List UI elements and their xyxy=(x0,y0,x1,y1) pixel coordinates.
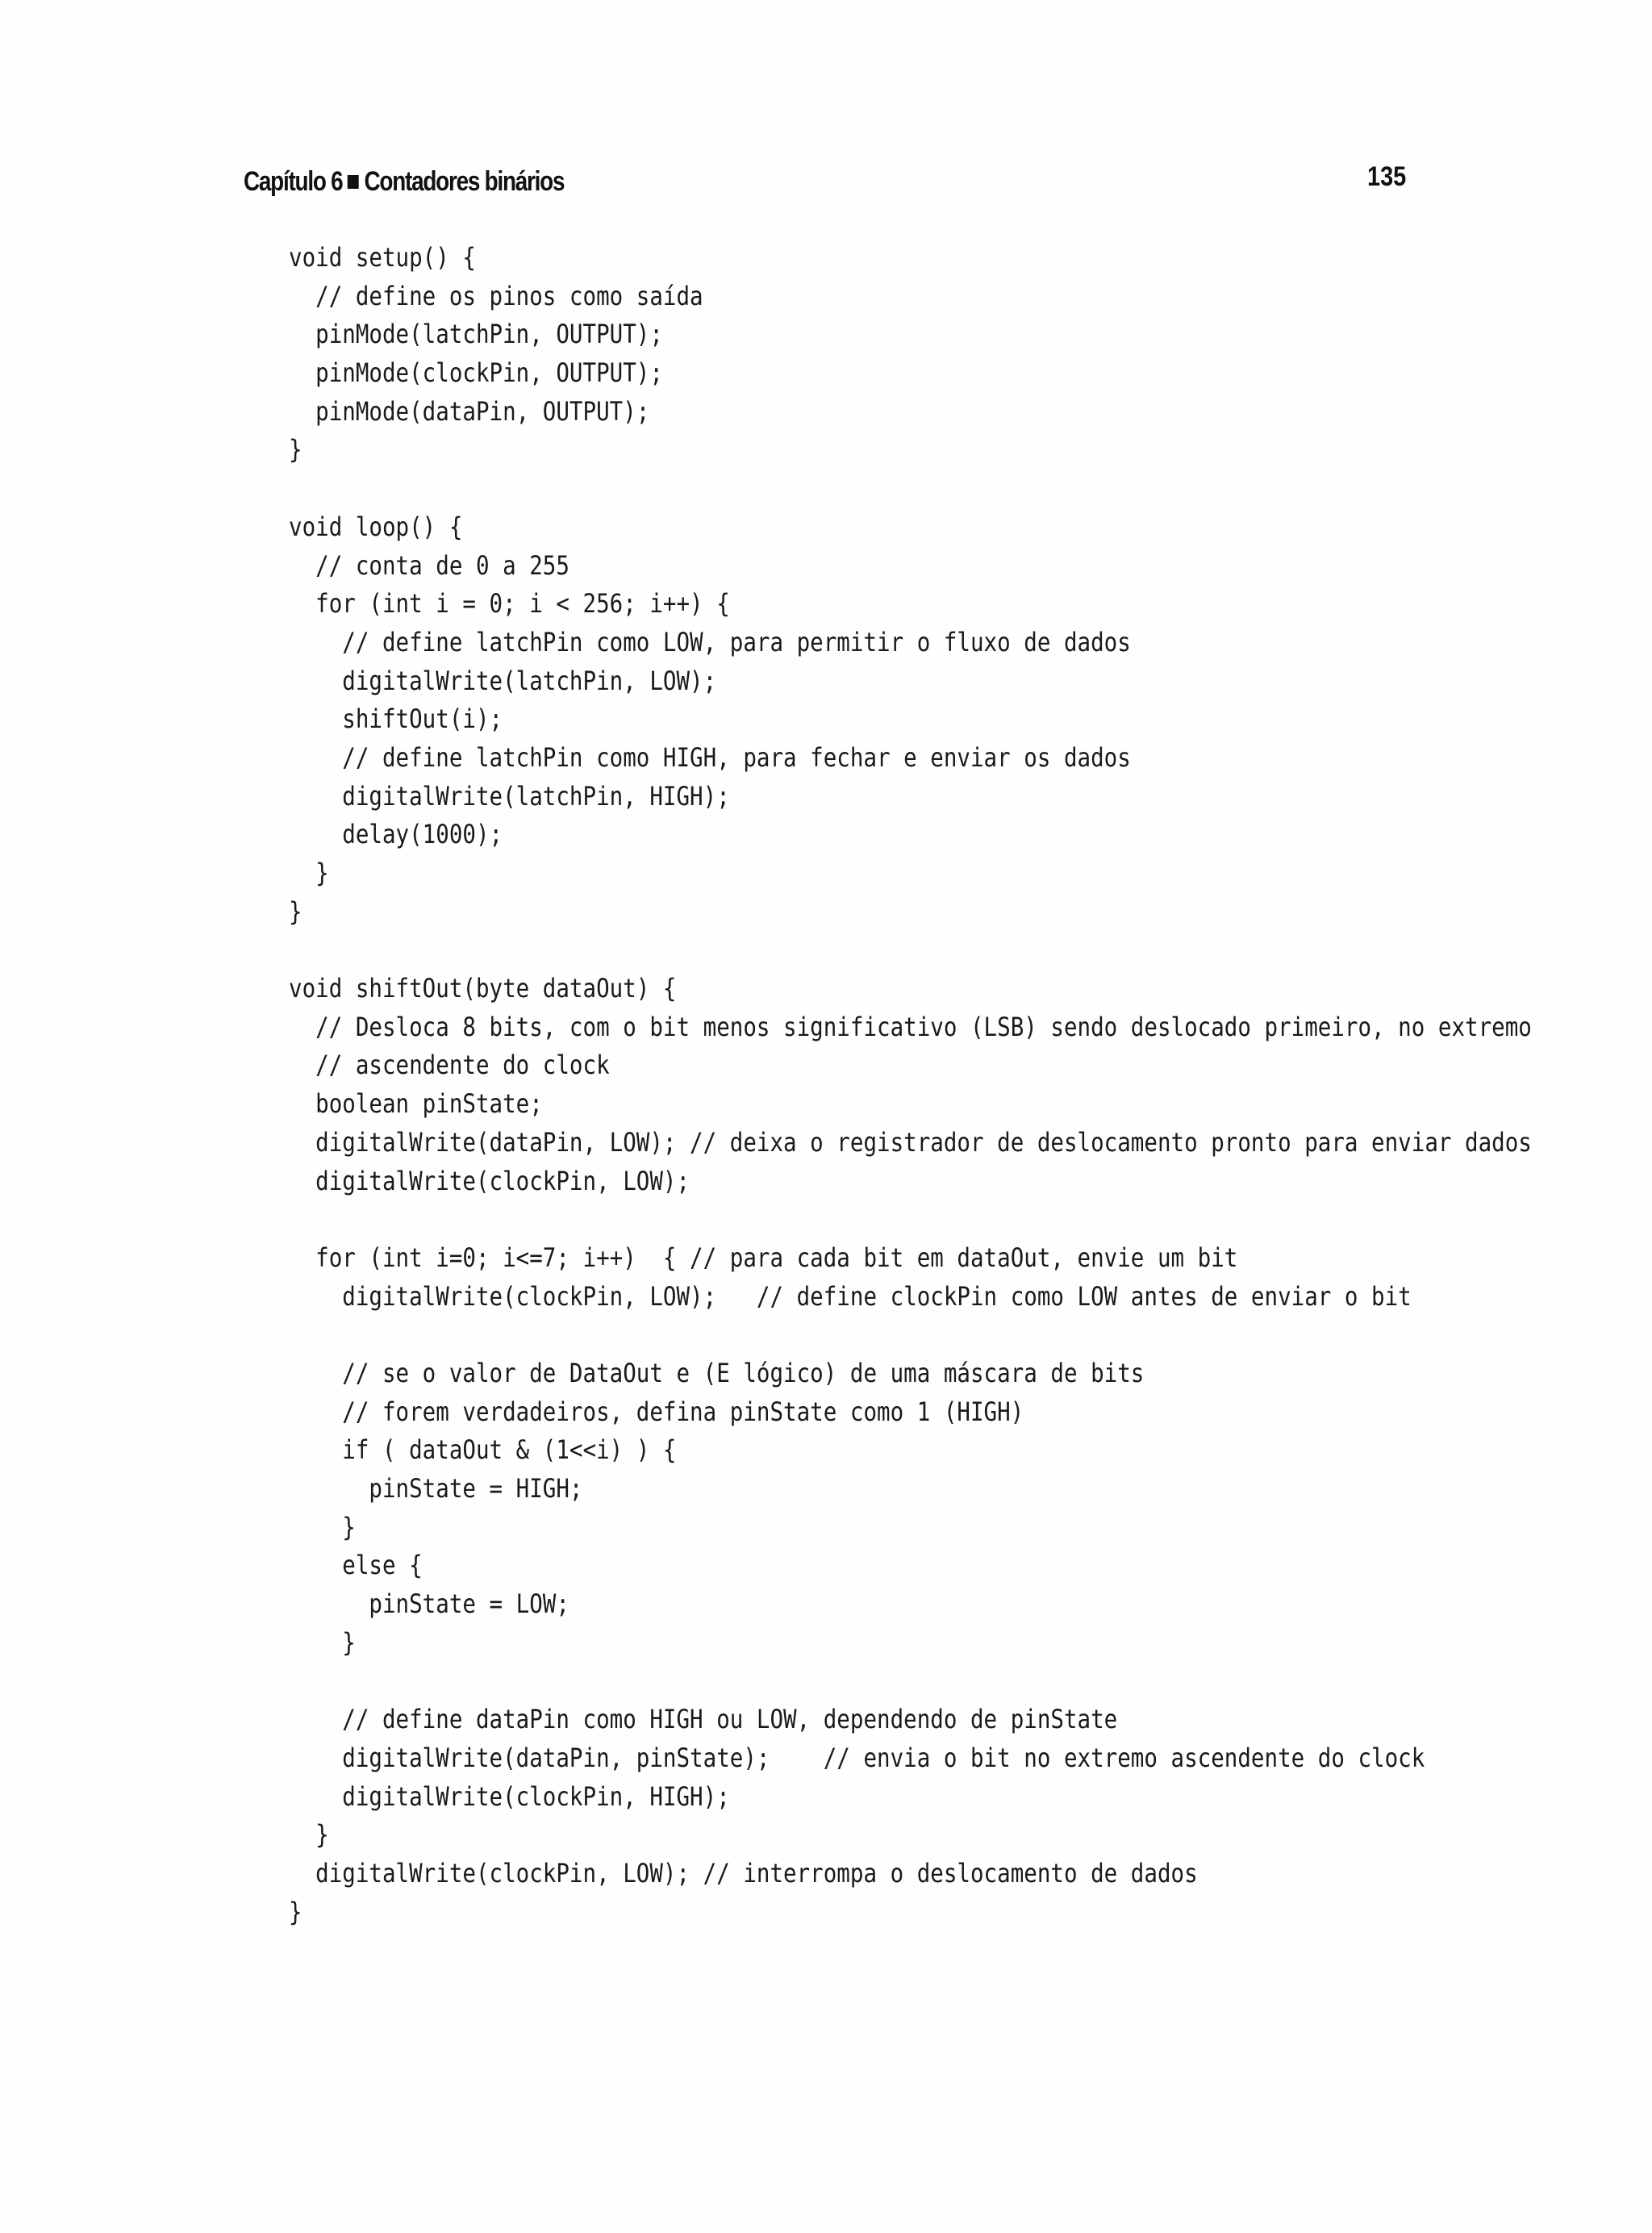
code-line: digitalWrite(dataPin, pinState); // envia o bit no extremo ascendente do clock xyxy=(289,1742,1425,1773)
code-line: } xyxy=(289,1896,302,1927)
code-line: pinMode(dataPin, OUTPUT); xyxy=(289,395,650,427)
code-line: pinState = LOW; xyxy=(289,1588,569,1620)
code-line: // forem verdadeiros, defina pinState como 1 (HIGH) xyxy=(289,1396,1024,1427)
code-line: // se o valor de DataOut e (E lógico) de uma máscara de bits xyxy=(289,1357,1145,1388)
code-line: // conta de 0 a 255 xyxy=(289,549,569,581)
code-line: void shiftOut(byte dataOut) { xyxy=(289,973,677,1004)
separator-square-icon xyxy=(348,175,359,189)
code-line: digitalWrite(clockPin, LOW); xyxy=(289,1165,690,1196)
code-line: for (int i = 0; i < 256; i++) { xyxy=(289,588,730,620)
code-line: boolean pinState; xyxy=(289,1088,543,1120)
code-line: digitalWrite(latchPin, LOW); xyxy=(289,665,717,696)
code-line: // define latchPin como HIGH, para fechar e enviar os dados xyxy=(289,741,1131,773)
code-line xyxy=(289,1662,1532,1701)
page-number: 135 xyxy=(1367,161,1407,192)
code-line: delay(1000); xyxy=(289,819,503,850)
code-line: pinMode(clockPin, OUTPUT); xyxy=(289,357,663,389)
code-line: } xyxy=(289,1511,356,1542)
code-line xyxy=(289,1200,1532,1239)
code-line: // define dataPin como HIGH ou LOW, dependendo de pinState xyxy=(289,1704,1118,1735)
code-line: if ( dataOut & (1<<i) ) { xyxy=(289,1434,677,1466)
code-listing xyxy=(289,239,1532,1931)
code-line: // ascendente do clock xyxy=(289,1050,610,1081)
code-line: pinState = HIGH; xyxy=(289,1473,583,1504)
code-line: void loop() { xyxy=(289,511,463,542)
code-line: void setup() { xyxy=(289,242,476,273)
code-line: } xyxy=(289,1626,356,1658)
code-line: // define latchPin como LOW, para permitir o fluxo de dados xyxy=(289,626,1131,657)
code-line: // Desloca 8 bits, com o bit menos significativo (LSB) sendo deslocado primeiro, no extremo xyxy=(289,1011,1532,1042)
code-line: for (int i=0; i<=7; i++) { // para cada bit em dataOut, envie um bit xyxy=(289,1242,1238,1273)
code-line: digitalWrite(clockPin, LOW); // define clockPin como LOW antes de enviar o bit xyxy=(289,1280,1412,1312)
running-head xyxy=(244,166,564,198)
code-line: digitalWrite(clockPin, LOW); // interrompa o deslocamento de dados xyxy=(289,1857,1198,1889)
code-line: digitalWrite(clockPin, HIGH); xyxy=(289,1780,730,1812)
code-line: } xyxy=(289,895,302,927)
code-line: } xyxy=(289,858,329,888)
code-line: pinMode(latchPin, OUTPUT); xyxy=(289,319,663,350)
chapter-label: Capítulo 6 xyxy=(244,166,343,197)
code-line: digitalWrite(latchPin, HIGH); xyxy=(289,780,730,812)
code-line xyxy=(289,470,1532,508)
code-line: else { xyxy=(289,1550,423,1581)
code-line: } xyxy=(289,434,302,465)
chapter-title: Contadores binários xyxy=(364,166,565,197)
code-line: // define os pinos como saída xyxy=(289,280,703,311)
code-line: } xyxy=(289,1819,329,1851)
code-line xyxy=(289,1316,1532,1354)
code-line: digitalWrite(dataPin, LOW); // deixa o registrador de deslocamento pronto para enviar dados xyxy=(289,1126,1532,1158)
code-line: shiftOut(i); xyxy=(289,703,503,735)
code-line xyxy=(289,931,1532,970)
